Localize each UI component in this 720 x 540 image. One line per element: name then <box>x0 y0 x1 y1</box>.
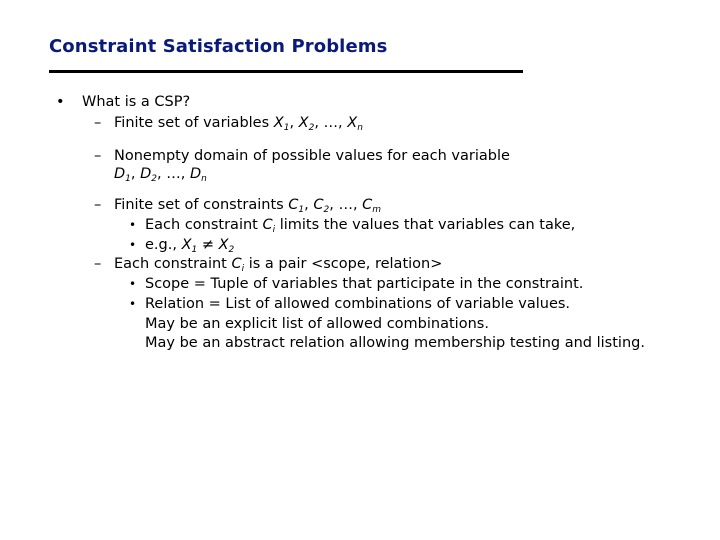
pair-item: Each constraint $C_i$ is a pair <scope, relation> <box>114 256 443 274</box>
dash-mark: – <box>94 148 102 164</box>
relation-note-explicit: May be an explicit list of allowed combinations. <box>145 316 489 332</box>
constraints-item: Finite set of constraints $C_1$, $C_2$, …, $C_m$ <box>114 197 382 215</box>
slide-title: Constraint Satisfaction Problems <box>49 36 388 57</box>
bullet-mark: • <box>56 94 65 110</box>
variables-item: Finite set of variables $X_1$, $X_2$, …, $X_n$ <box>114 115 363 133</box>
dash-mark: – <box>94 256 102 272</box>
example-item: e.g., $X_1 \ne X_2$ <box>145 237 235 255</box>
sub-bullet-mark: • <box>129 218 137 232</box>
domain-item: Nonempty domain of possible values for each variable <box>114 148 510 164</box>
scope-item: Scope = Tuple of variables that participate in the constraint. <box>145 276 584 292</box>
domain-list: $D_1$, $D_2$, …, $D_n$ <box>114 166 207 184</box>
dash-mark: – <box>94 197 102 213</box>
sub-bullet-mark: • <box>129 277 137 291</box>
sub-bullet-mark: • <box>129 238 137 252</box>
question-text: What is a CSP? <box>82 94 191 110</box>
dash-mark: – <box>94 115 102 131</box>
constraint-limits-item: Each constraint $C_i$ limits the values that variables can take, <box>145 217 576 235</box>
sub-bullet-mark: • <box>129 297 137 311</box>
relation-item: Relation = List of allowed combinations of variable values. <box>145 296 571 312</box>
title-underline <box>49 70 523 73</box>
relation-note-abstract: May be an abstract relation allowing membership testing and listing. <box>145 335 645 351</box>
